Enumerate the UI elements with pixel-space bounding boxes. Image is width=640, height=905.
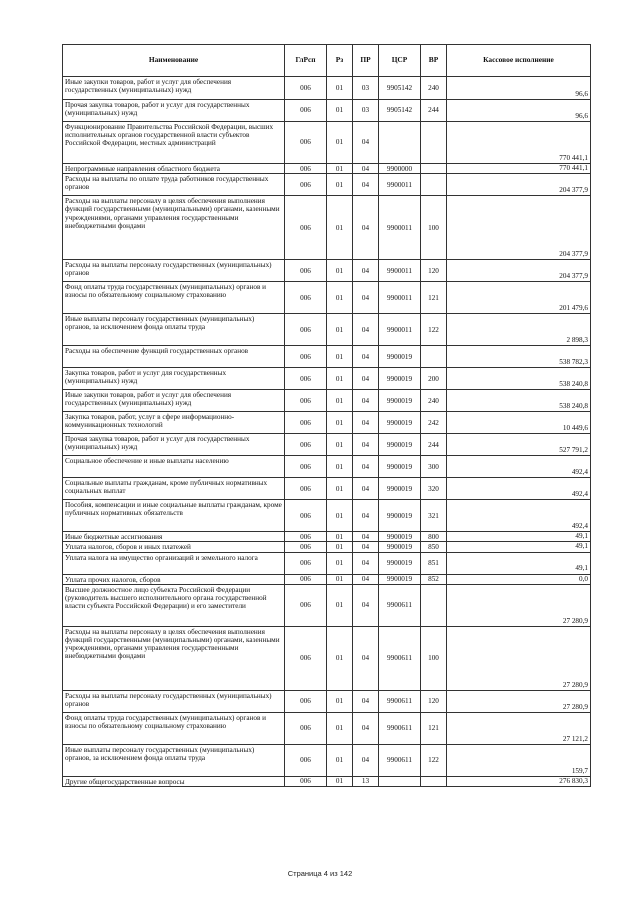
table-row [63,314,591,346]
cell-rz: 01 [327,712,353,744]
cell-csr: 9900019 [379,412,421,434]
cell-name: Высшее должностное лицо субъекта Российской Федерации (руководитель высшего исполнительного органа государственной власти субъекта Российской Федерации) и его заместители [63,584,285,626]
cell-name: Расходы на выплаты персоналу в целях обеспечения выполнения функций государственными (муниципальными) органами, казенными учреждениями, органами управления государственными внебюджетными фондами [63,626,285,690]
cell-amount: 538 240,8 [447,368,591,390]
cell-pr: 04 [353,164,379,174]
cell-rz: 01 [327,100,353,122]
cell-name: Расходы на обеспечение функций государственных органов [63,346,285,368]
cell-vr: 242 [421,412,447,434]
cell-rz: 01 [327,174,353,196]
cell-pr: 04 [353,744,379,776]
cell-glrsp: 006 [285,500,327,532]
cell-csr: 9900611 [379,744,421,776]
budget-table [62,44,591,787]
cell-amount: 27 280,9 [447,584,591,626]
table-row [63,690,591,712]
cell-name: Социальные выплаты гражданам, кроме публичных нормативных социальных выплат [63,478,285,500]
table-row [63,574,591,584]
cell-amount: 27 280,9 [447,626,591,690]
table-row [63,552,591,574]
cell-amount: 0,0 [447,574,591,584]
cell-vr: 244 [421,434,447,456]
cell-vr: 852 [421,574,447,584]
cell-vr: 122 [421,744,447,776]
table-row [63,196,591,260]
cell-name: Фонд оплаты труда государственных (муниципальных) органов и взносы по обязательному социальному страхованию [63,282,285,314]
cell-rz: 01 [327,532,353,542]
cell-pr: 03 [353,77,379,100]
cell-pr: 03 [353,100,379,122]
cell-glrsp: 006 [285,282,327,314]
cell-amount: 49,1 [447,542,591,552]
cell-pr: 04 [353,712,379,744]
cell-csr: 9900019 [379,500,421,532]
cell-csr: 9900019 [379,542,421,552]
table-row [63,712,591,744]
cell-glrsp: 006 [285,690,327,712]
cell-csr [379,776,421,786]
cell-csr: 9900611 [379,626,421,690]
table-header-row [63,45,591,77]
cell-pr: 04 [353,346,379,368]
cell-pr: 04 [353,584,379,626]
cell-csr: 9900019 [379,574,421,584]
cell-pr: 04 [353,542,379,552]
cell-name: Иные закупки товаров, работ и услуг для обеспечения государственных (муниципальных) нужд [63,390,285,412]
cell-rz: 01 [327,314,353,346]
cell-amount: 2 898,3 [447,314,591,346]
cell-glrsp: 006 [285,552,327,574]
cell-rz: 01 [327,776,353,786]
cell-vr: 320 [421,478,447,500]
table-row [63,626,591,690]
cell-rz: 01 [327,164,353,174]
cell-name: Фонд оплаты труда государственных (муниципальных) органов и взносы по обязательному социальному страхованию [63,712,285,744]
cell-glrsp: 006 [285,776,327,786]
cell-pr: 04 [353,532,379,542]
cell-vr: 200 [421,368,447,390]
cell-glrsp: 006 [285,478,327,500]
cell-name: Закупка товаров, работ, услуг в сфере информационно-коммуникационных технологий [63,412,285,434]
cell-amount: 492,4 [447,478,591,500]
cell-name: Другие общегосударственные вопросы [63,776,285,786]
cell-name: Социальное обеспечение и иные выплаты населению [63,456,285,478]
cell-rz: 01 [327,122,353,164]
cell-vr: 851 [421,552,447,574]
cell-rz: 01 [327,574,353,584]
cell-name: Расходы на выплаты персоналу в целях обеспечения выполнения функций государственными (муниципальными) органами, казенными учреждениями, органами управления государственными внебюджетными фондами [63,196,285,260]
cell-vr: 120 [421,260,447,282]
cell-vr [421,122,447,164]
cell-glrsp: 006 [285,77,327,100]
cell-rz: 01 [327,552,353,574]
cell-csr [379,122,421,164]
cell-pr: 04 [353,368,379,390]
cell-csr: 9900019 [379,368,421,390]
cell-name: Иные бюджетные ассигнования [63,532,285,542]
cell-amount: 49,1 [447,532,591,542]
cell-glrsp: 006 [285,412,327,434]
cell-vr: 800 [421,532,447,542]
cell-rz: 01 [327,260,353,282]
cell-glrsp: 006 [285,390,327,412]
cell-rz: 01 [327,434,353,456]
header-rz: Рз [327,45,353,77]
cell-name: Функционирование Правительства Российской Федерации, высших исполнительных органов государственной власти субъектов Российской Федерации, местных администраций [63,122,285,164]
cell-glrsp: 006 [285,368,327,390]
cell-csr: 9900011 [379,314,421,346]
cell-amount: 276 830,3 [447,776,591,786]
table-row [63,260,591,282]
cell-name: Расходы на выплаты персоналу государственных (муниципальных) органов [63,260,285,282]
table-row [63,346,591,368]
cell-vr: 244 [421,100,447,122]
cell-amount: 770 441,1 [447,164,591,174]
table-row [63,500,591,532]
cell-rz: 01 [327,282,353,314]
cell-vr: 100 [421,626,447,690]
cell-csr: 9900611 [379,690,421,712]
cell-pr: 04 [353,478,379,500]
table-row [63,456,591,478]
table-row [63,174,591,196]
cell-pr: 04 [353,690,379,712]
cell-vr: 300 [421,456,447,478]
cell-amount: 492,4 [447,500,591,532]
cell-pr: 04 [353,174,379,196]
table-row [63,776,591,786]
header-glrsp: ГлРсп [285,45,327,77]
table-row [63,282,591,314]
cell-name: Уплата прочих налогов, сборов [63,574,285,584]
header-csr: ЦСР [379,45,421,77]
table-row [63,164,591,174]
table-row [63,744,591,776]
cell-rz: 01 [327,346,353,368]
cell-csr: 9905142 [379,100,421,122]
cell-pr: 04 [353,390,379,412]
table-row [63,532,591,542]
cell-amount: 538 240,8 [447,390,591,412]
cell-vr: 100 [421,196,447,260]
cell-pr: 04 [353,122,379,164]
cell-glrsp: 006 [285,456,327,478]
cell-name: Пособия, компенсации и иные социальные выплаты гражданам, кроме публичных нормативных обязательств [63,500,285,532]
cell-amount: 204 377,9 [447,196,591,260]
cell-name: Закупка товаров, работ и услуг для государственных (муниципальных) нужд [63,368,285,390]
table-row [63,100,591,122]
cell-pr: 04 [353,552,379,574]
cell-vr: 240 [421,390,447,412]
cell-rz: 01 [327,412,353,434]
cell-vr: 850 [421,542,447,552]
cell-csr: 9900011 [379,174,421,196]
cell-amount: 492,4 [447,456,591,478]
cell-amount: 96,6 [447,77,591,100]
cell-amount: 538 782,3 [447,346,591,368]
cell-name: Прочая закупка товаров, работ и услуг для государственных (муниципальных) нужд [63,434,285,456]
cell-csr: 9900019 [379,552,421,574]
cell-amount: 201 479,6 [447,282,591,314]
cell-rz: 01 [327,196,353,260]
cell-amount: 527 791,2 [447,434,591,456]
cell-vr: 321 [421,500,447,532]
cell-name: Расходы на выплаты персоналу государственных (муниципальных) органов [63,690,285,712]
cell-glrsp: 006 [285,260,327,282]
cell-amount: 49,1 [447,552,591,574]
cell-name: Иные выплаты персоналу государственных (муниципальных) органов, за исключением фонда оплаты труда [63,314,285,346]
cell-vr [421,776,447,786]
cell-csr: 9900019 [379,478,421,500]
cell-pr: 13 [353,776,379,786]
cell-csr: 9900011 [379,196,421,260]
cell-rz: 01 [327,542,353,552]
header-vr: ВР [421,45,447,77]
cell-name: Непрограммные направления областного бюджета [63,164,285,174]
cell-csr: 9900611 [379,712,421,744]
header-pr: ПР [353,45,379,77]
cell-pr: 04 [353,412,379,434]
cell-rz: 01 [327,77,353,100]
cell-rz: 01 [327,390,353,412]
cell-vr: 122 [421,314,447,346]
table-row [63,584,591,626]
cell-glrsp: 006 [285,434,327,456]
cell-rz: 01 [327,690,353,712]
cell-glrsp: 006 [285,100,327,122]
cell-rz: 01 [327,584,353,626]
table-row [63,122,591,164]
cell-pr: 04 [353,260,379,282]
cell-amount: 204 377,9 [447,260,591,282]
cell-glrsp: 006 [285,626,327,690]
cell-pr: 04 [353,574,379,584]
header-name: Наименование [63,45,285,77]
cell-pr: 04 [353,500,379,532]
cell-csr: 9900019 [379,532,421,542]
cell-pr: 04 [353,196,379,260]
cell-glrsp: 006 [285,712,327,744]
cell-pr: 04 [353,282,379,314]
header-amount: Кассовое исполнение [447,45,591,77]
cell-vr [421,164,447,174]
table-row [63,478,591,500]
cell-vr: 121 [421,282,447,314]
table-row [63,77,591,100]
cell-amount: 96,6 [447,100,591,122]
cell-glrsp: 006 [285,196,327,260]
cell-amount: 159,7 [447,744,591,776]
cell-name: Расходы на выплаты по оплате труда работников государственных органов [63,174,285,196]
cell-vr: 120 [421,690,447,712]
cell-rz: 01 [327,368,353,390]
cell-csr: 9900019 [379,456,421,478]
cell-csr: 9900611 [379,584,421,626]
cell-csr: 9900019 [379,346,421,368]
table-row [63,542,591,552]
cell-glrsp: 006 [285,574,327,584]
cell-pr: 04 [353,456,379,478]
cell-rz: 01 [327,744,353,776]
cell-csr: 9900011 [379,282,421,314]
cell-name: Уплата налога на имущество организаций и земельного налога [63,552,285,574]
cell-glrsp: 006 [285,584,327,626]
cell-csr: 9900019 [379,434,421,456]
cell-amount: 10 449,6 [447,412,591,434]
cell-csr: 9905142 [379,77,421,100]
cell-vr [421,584,447,626]
cell-rz: 01 [327,500,353,532]
cell-glrsp: 006 [285,532,327,542]
cell-vr: 240 [421,77,447,100]
cell-pr: 04 [353,434,379,456]
cell-amount: 770 441,1 [447,122,591,164]
cell-rz: 01 [327,626,353,690]
page-number: Страница 4 из 142 [287,869,353,878]
cell-vr: 121 [421,712,447,744]
cell-csr: 9900011 [379,260,421,282]
cell-csr: 9900019 [379,390,421,412]
cell-name: Прочая закупка товаров, работ и услуг для государственных (муниципальных) нужд [63,100,285,122]
cell-glrsp: 006 [285,346,327,368]
cell-name: Иные выплаты персоналу государственных (муниципальных) органов, за исключением фонда оплаты труда [63,744,285,776]
cell-pr: 04 [353,314,379,346]
table-row [63,434,591,456]
cell-amount: 27 280,9 [447,690,591,712]
cell-amount: 27 121,2 [447,712,591,744]
cell-glrsp: 006 [285,314,327,346]
cell-glrsp: 006 [285,164,327,174]
table-row [63,368,591,390]
cell-rz: 01 [327,456,353,478]
cell-glrsp: 006 [285,744,327,776]
cell-pr: 04 [353,626,379,690]
cell-name: Уплата налогов, сборов и иных платежей [63,542,285,552]
cell-glrsp: 006 [285,122,327,164]
table-row [63,412,591,434]
cell-amount: 204 377,9 [447,174,591,196]
cell-vr [421,346,447,368]
cell-vr [421,174,447,196]
cell-name: Иные закупки товаров, работ и услуг для обеспечения государственных (муниципальных) нужд [63,77,285,100]
cell-csr: 9900000 [379,164,421,174]
cell-glrsp: 006 [285,174,327,196]
cell-rz: 01 [327,478,353,500]
table-row [63,390,591,412]
cell-glrsp: 006 [285,542,327,552]
